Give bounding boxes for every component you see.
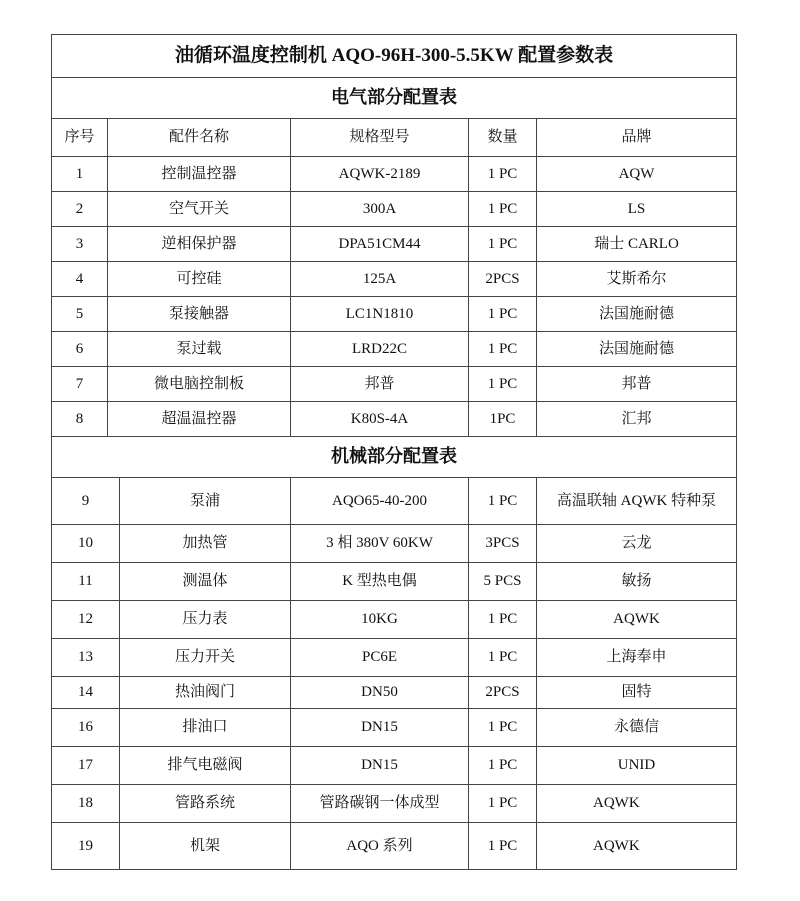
header-quantity: 数量	[469, 119, 537, 157]
mechanical-section-row	[52, 437, 737, 478]
part-name: 空气开关	[108, 192, 291, 227]
row-index: 12	[52, 601, 120, 639]
config-table	[51, 34, 737, 870]
row-index: 9	[52, 478, 120, 525]
model: 125A	[291, 262, 469, 297]
row-index: 8	[52, 402, 108, 437]
table-row	[52, 639, 737, 677]
model: AQO65-40-200	[291, 478, 469, 525]
quantity: 2PCS	[469, 262, 537, 297]
brand: AQWK	[537, 823, 737, 870]
quantity: 3PCS	[469, 525, 537, 563]
part-name: 控制温控器	[108, 157, 291, 192]
electrical-section-title: 电气部分配置表	[52, 78, 737, 119]
brand: 固特	[537, 677, 737, 709]
brand: UNID	[537, 747, 737, 785]
part-name: 压力开关	[120, 639, 291, 677]
part-name: 泵过载	[108, 332, 291, 367]
table-row	[52, 227, 737, 262]
row-index: 3	[52, 227, 108, 262]
row-index: 14	[52, 677, 120, 709]
brand: 上海奉申	[537, 639, 737, 677]
brand: AQWK	[537, 785, 737, 823]
part-name: 热油阀门	[120, 677, 291, 709]
part-name: 排气电磁阀	[120, 747, 291, 785]
header-index: 序号	[52, 119, 108, 157]
quantity: 1 PC	[469, 478, 537, 525]
part-name: 泵浦	[120, 478, 291, 525]
table-row	[52, 823, 737, 870]
table-row	[52, 367, 737, 402]
header-brand: 品牌	[537, 119, 737, 157]
part-name: 可控硅	[108, 262, 291, 297]
brand: 敏扬	[537, 563, 737, 601]
table-row	[52, 297, 737, 332]
row-index: 19	[52, 823, 120, 870]
table-row	[52, 785, 737, 823]
quantity: 5 PCS	[469, 563, 537, 601]
model: 300A	[291, 192, 469, 227]
brand: 邦普	[537, 367, 737, 402]
part-name: 超温温控器	[108, 402, 291, 437]
part-name: 排油口	[120, 709, 291, 747]
brand: 云龙	[537, 525, 737, 563]
model: K 型热电偶	[291, 563, 469, 601]
row-index: 11	[52, 563, 120, 601]
part-name: 逆相保护器	[108, 227, 291, 262]
model: K80S-4A	[291, 402, 469, 437]
model: 3 相 380V 60KW	[291, 525, 469, 563]
brand: AQW	[537, 157, 737, 192]
brand: AQWK	[537, 601, 737, 639]
quantity: 1 PC	[469, 227, 537, 262]
model: LC1N1810	[291, 297, 469, 332]
part-name: 微电脑控制板	[108, 367, 291, 402]
quantity: 1PC	[469, 402, 537, 437]
header-part-name: 配件名称	[108, 119, 291, 157]
model: DPA51CM44	[291, 227, 469, 262]
part-name: 机架	[120, 823, 291, 870]
quantity: 1 PC	[469, 747, 537, 785]
quantity: 1 PC	[469, 823, 537, 870]
header-row	[52, 119, 737, 157]
brand: LS	[537, 192, 737, 227]
table-row	[52, 157, 737, 192]
table-row	[52, 478, 737, 525]
quantity: 1 PC	[469, 157, 537, 192]
row-index: 10	[52, 525, 120, 563]
row-index: 7	[52, 367, 108, 402]
model: PC6E	[291, 639, 469, 677]
part-name: 泵接触器	[108, 297, 291, 332]
table-row	[52, 601, 737, 639]
table-row	[52, 563, 737, 601]
table-row	[52, 332, 737, 367]
quantity: 1 PC	[469, 709, 537, 747]
table-row	[52, 262, 737, 297]
quantity: 1 PC	[469, 332, 537, 367]
row-index: 6	[52, 332, 108, 367]
table-row	[52, 192, 737, 227]
model: 10KG	[291, 601, 469, 639]
brand: 瑞士 CARLO	[537, 227, 737, 262]
quantity: 1 PC	[469, 601, 537, 639]
quantity: 1 PC	[469, 367, 537, 402]
part-name: 加热管	[120, 525, 291, 563]
table-row	[52, 747, 737, 785]
row-index: 16	[52, 709, 120, 747]
row-index: 4	[52, 262, 108, 297]
page-title: 油循环温度控制机 AQO-96H-300-5.5KW 配置参数表	[52, 35, 737, 78]
row-index: 13	[52, 639, 120, 677]
brand: 高温联轴 AQWK 特种泵	[537, 478, 737, 525]
model: DN15	[291, 747, 469, 785]
model: DN15	[291, 709, 469, 747]
part-name: 管路系统	[120, 785, 291, 823]
row-index: 17	[52, 747, 120, 785]
part-name: 压力表	[120, 601, 291, 639]
mechanical-section-title: 机械部分配置表	[52, 437, 737, 478]
model: DN50	[291, 677, 469, 709]
model: 邦普	[291, 367, 469, 402]
quantity: 1 PC	[469, 785, 537, 823]
row-index: 5	[52, 297, 108, 332]
config-sheet	[51, 34, 736, 870]
model: AQO 系列	[291, 823, 469, 870]
brand: 永德信	[537, 709, 737, 747]
model: AQWK-2189	[291, 157, 469, 192]
electrical-section-row	[52, 78, 737, 119]
row-index: 18	[52, 785, 120, 823]
table-row	[52, 525, 737, 563]
model: 管路碳钢一体成型	[291, 785, 469, 823]
table-row	[52, 709, 737, 747]
model: LRD22C	[291, 332, 469, 367]
row-index: 2	[52, 192, 108, 227]
quantity: 1 PC	[469, 192, 537, 227]
row-index: 1	[52, 157, 108, 192]
brand: 艾斯希尔	[537, 262, 737, 297]
title-row	[52, 35, 737, 78]
quantity: 1 PC	[469, 297, 537, 332]
part-name: 测温体	[120, 563, 291, 601]
brand: 法国施耐德	[537, 297, 737, 332]
brand: 汇邦	[537, 402, 737, 437]
brand: 法国施耐德	[537, 332, 737, 367]
quantity: 2PCS	[469, 677, 537, 709]
quantity: 1 PC	[469, 639, 537, 677]
table-row	[52, 677, 737, 709]
table-row	[52, 402, 737, 437]
header-model: 规格型号	[291, 119, 469, 157]
